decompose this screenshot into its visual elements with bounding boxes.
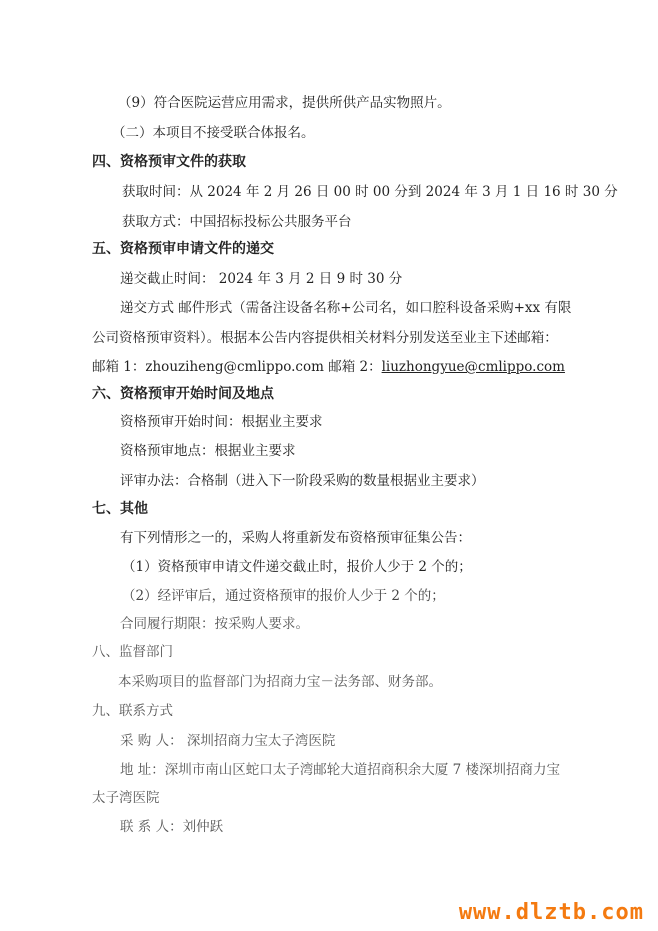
- condition-1: （1）资格预审申请文件递交截止时，报价人少于 2 个的；: [122, 559, 472, 575]
- section-8-heading: 八、监督部门: [92, 644, 173, 660]
- supervision-dept: 本采购项目的监督部门为招商力宝－法务部、财务部。: [118, 674, 442, 690]
- evaluation-method: 评审办法：合格制（进入下一阶段采购的数量根据业主要求）: [120, 473, 485, 489]
- no-consortium-clause: （二）本项目不接受联合体报名。: [112, 125, 315, 141]
- site-watermark: www.dlztb.com: [458, 900, 644, 925]
- prequal-start-time: 资格预审开始时间：根据业主要求: [120, 414, 323, 430]
- contract-period: 合同履行期限：按采购人要求。: [120, 616, 309, 632]
- address-cont: 太子湾医院: [92, 790, 160, 806]
- submission-method-cont: 公司资格预审资料）。根据本公告内容提供相关材料分别发送至业主下述邮箱：: [92, 330, 558, 346]
- email-1-text: 邮箱 1：zhouziheng@cmlippo.com 邮箱 2：: [92, 359, 382, 375]
- address: 地 址：深圳市南山区蛇口太子湾邮轮大道招商积余大厦 7 楼深圳招商力宝: [120, 762, 560, 778]
- email-addresses: [92, 358, 565, 376]
- submission-method: 递交方式 邮件形式（需备注设备名称+公司名，如口腔科设备采购+xx 有限: [120, 300, 572, 316]
- section-4-heading: 四、资格预审文件的获取: [92, 154, 246, 170]
- obtain-time: 获取时间：从 2024 年 2 月 26 日 00 时 00 分到 2024 年 3 月 1 日 16 时 30 分: [122, 184, 618, 200]
- section-5-heading: 五、资格预审申请文件的递交: [92, 241, 274, 257]
- contact-person: 联 系 人：刘仲跃: [120, 819, 224, 835]
- section-9-heading: 九、联系方式: [92, 703, 173, 719]
- republish-conditions: 有下列情形之一的，采购人将重新发布资格预审征集公告：: [120, 530, 471, 546]
- submission-deadline: 递交截止时间： 2024 年 3 月 2 日 9 时 30 分: [120, 271, 403, 287]
- obtain-method: 获取方式：中国招标投标公共服务平台: [122, 214, 352, 230]
- requirement-item-9: （9）符合医院运营应用需求，提供所供产品实物照片。: [118, 95, 451, 111]
- section-7-heading: 七、其他: [92, 501, 148, 517]
- email-2-link[interactable]: liuzhongyue@cmlippo.com: [381, 359, 565, 375]
- condition-2: （2）经评审后，通过资格预审的报价人少于 2 个的；: [122, 588, 445, 604]
- section-6-heading: 六、资格预审开始时间及地点: [92, 386, 274, 402]
- prequal-location: 资格预审地点：根据业主要求: [120, 443, 296, 459]
- purchaser: 采 购 人： 深圳招商力宝太子湾医院: [120, 733, 336, 749]
